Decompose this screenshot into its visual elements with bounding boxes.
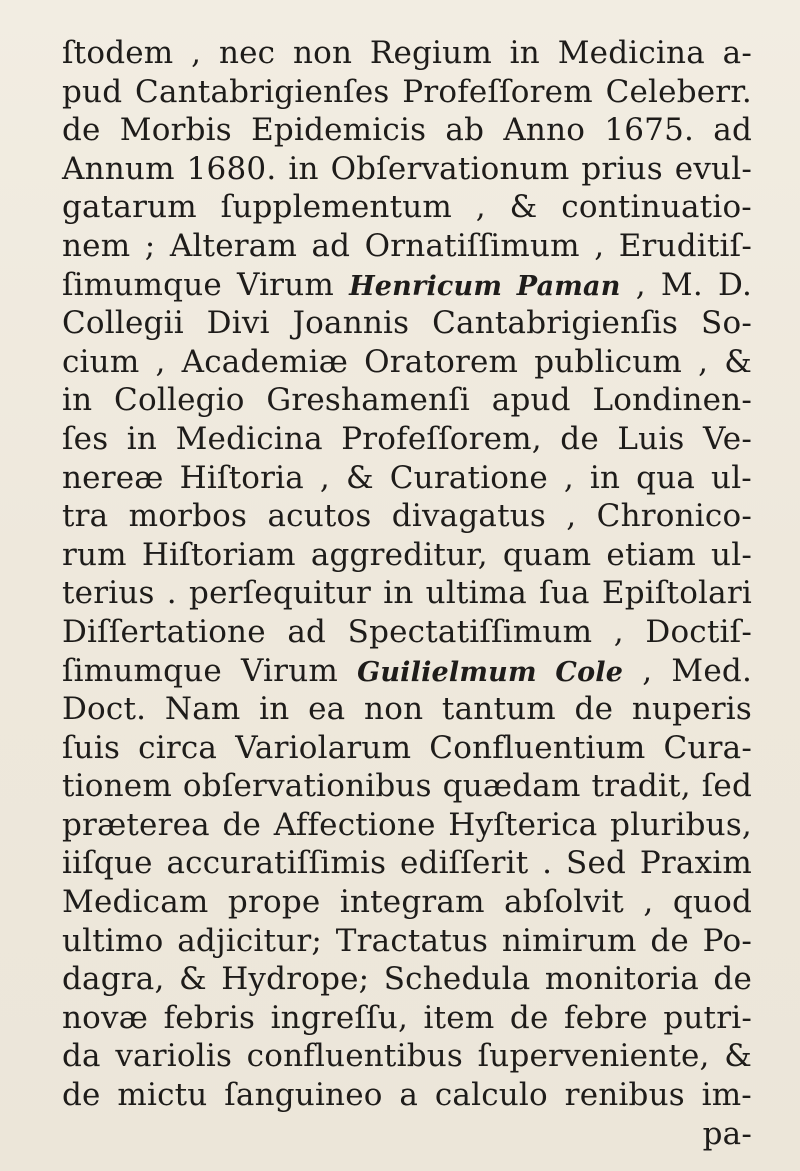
text-segment: dagra, & Hydrope; Schedula monitoria de [62, 961, 752, 998]
text-line [62, 497, 752, 536]
text-line [62, 150, 752, 189]
text-segment: nereæ Hiſtoria , & Curatione , in qua ul- [62, 459, 752, 496]
text-segment: ultimo adjicitur; Tractatus nimirum de Po- [62, 922, 752, 959]
text-segment: Medicam prope integram abſolvit , quod [62, 884, 752, 921]
text-segment: in Collegio Greshamenſi apud Londinen- [62, 382, 752, 419]
text-line [62, 266, 752, 305]
italic-name: Guilielmum Cole [357, 656, 624, 688]
text-line [62, 111, 752, 150]
text-line [62, 767, 752, 806]
text-segment: ſimumque Virum [62, 266, 350, 303]
text-line [62, 381, 752, 420]
text-segment: ſtodem , nec non Regium in Medicina a- [62, 35, 752, 71]
text-segment: Diſſertatione ad Spectatiſſimum , Doctiſ- [62, 613, 752, 650]
catchword [62, 1115, 752, 1154]
text-line [62, 844, 752, 883]
text-segment: rum Hiſtoriam aggreditur, quam etiam ul- [62, 536, 752, 573]
text-line [62, 574, 752, 613]
italic-name: Henricum Paman [349, 270, 621, 302]
text-segment: præterea de Affectione Hyſterica pluribus, [62, 806, 752, 843]
text-segment: pud Cantabrigienſes Profeſſorem Celeberr. [62, 73, 752, 110]
text-segment: cium , Academiæ Oratorem publicum , & [62, 343, 752, 380]
text-segment: Annum 1680. in Obſervationum prius evul- [62, 150, 752, 187]
text-line [62, 922, 752, 961]
text-line [62, 729, 752, 768]
text-segment: da variolis confluentibus ſuperveniente, & [62, 1038, 752, 1075]
text-line [62, 188, 752, 227]
text-segment: Doct. Nam in ea non tantum de nuperis [62, 691, 752, 728]
text-line [62, 883, 752, 922]
text-segment: de Morbis Epidemicis ab Anno 1675. ad [62, 112, 752, 149]
text-line [62, 806, 752, 845]
text-line [62, 459, 752, 498]
text-segment: gatarum ſupplementum , & continuatio- [62, 189, 752, 226]
text-line [62, 343, 752, 382]
text-segment: iiſque accuratiſſimis ediſſerit . Sed Praxim [62, 845, 752, 882]
text-segment: ſes in Medicina Profeſſorem, de Luis Ve- [62, 420, 752, 457]
text-segment: ſuis circa Variolarum Confluentium Cura- [62, 729, 752, 766]
latin-text-body [62, 34, 752, 1153]
text-line [62, 304, 752, 343]
text-line [62, 960, 752, 999]
text-segment: ſimumque Virum [62, 652, 358, 689]
text-segment: , Med. [623, 652, 753, 689]
text-line [62, 1076, 752, 1115]
text-line [62, 613, 752, 652]
text-line [62, 652, 752, 691]
text-segment: terius . perſequitur in ultima ſua Epiſtolari [62, 575, 752, 612]
text-segment: de mictu ſanguineo a calculo renibus im- [62, 1077, 752, 1114]
text-line [62, 34, 752, 73]
text-segment: pa- [702, 1115, 752, 1152]
text-segment: Collegii Divi Joannis Cantabrigienſis So- [62, 305, 752, 342]
text-segment: novæ febris ingreſſu, item de febre putri- [62, 999, 752, 1036]
text-line [62, 420, 752, 459]
text-line [62, 999, 752, 1038]
text-segment: tionem obſervationibus quædam tradit, ſed [62, 768, 752, 805]
text-line [62, 536, 752, 575]
text-segment: tra morbos acutos divagatus , Chronico- [62, 498, 752, 535]
text-segment: nem ; Alteram ad Ornatiſſimum , Eruditiſ- [62, 227, 752, 264]
text-line [62, 1037, 752, 1076]
text-line [62, 690, 752, 729]
text-segment: , M. D. [620, 266, 753, 303]
text-line [62, 73, 752, 112]
text-line [62, 227, 752, 266]
